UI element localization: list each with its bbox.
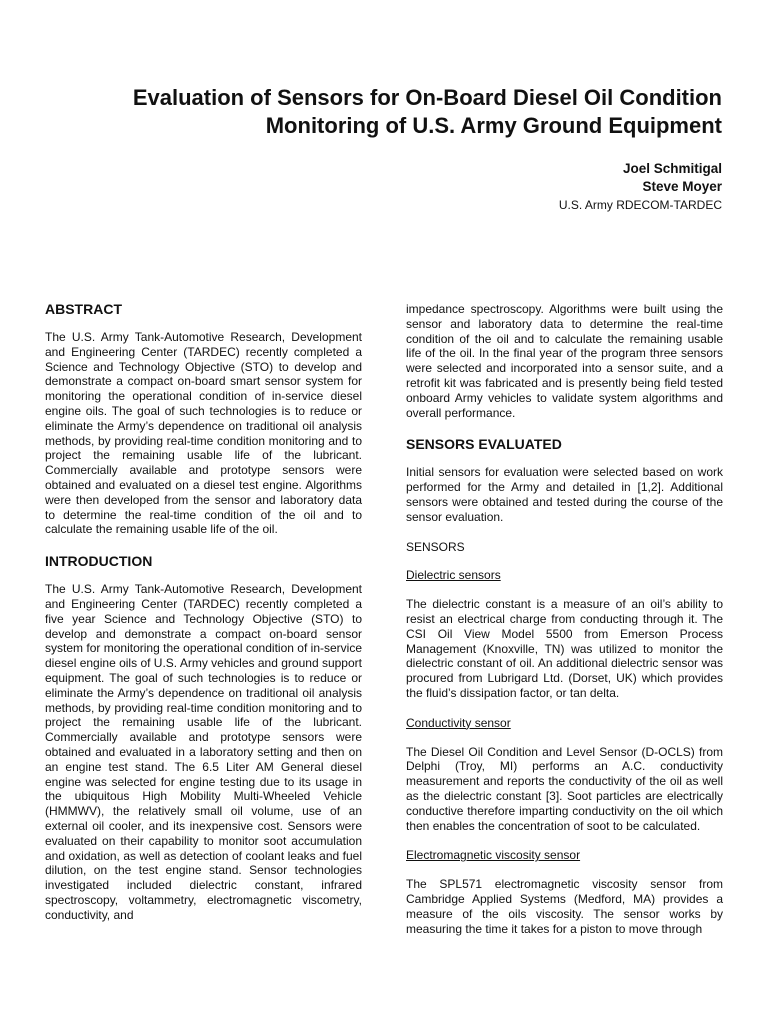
conductivity-paragraph: The Diesel Oil Condition and Level Sensor (D-OCLS) from Delphi (Troy, MI) performs an A.C. conductivity measurement and reports the conductivity of the oil as well as the dielectric constant [3]. Soot particles are electrically conductive therefore imparting conductivity on the oil which then enables the concentration of soot to be calculated. (406, 744, 723, 833)
sensors-label: SENSORS (406, 539, 465, 554)
dielectric-paragraph: The dielectric constant is a measure of an oil’s ability to resist an electrical charge from conducting through it. The CSI Oil View Model 5500 from Emerson Process Management (Knoxville, TN) was utilized to monitor the dielectric constant of oil. An additional dielectric sensor was procured from Lubrigard Ltd. (Dorset, UK) which provides the fluid’s dissipation factor, or tan delta. (406, 597, 723, 700)
right-column (406, 302, 723, 951)
introduction-paragraph: The U.S. Army Tank-Automotive Research, Development and Engineering Center (TARDEC) recently completed a five year Science and Technology Objective (STO) to develop and demonstrate a compact on-board sensor system for monitoring the operational condition of in-service diesel engine oils of U.S. Army vehicles and ground support equipment. The goal of such technologies is to reduce or eliminate the Army’s dependence on traditional oil analysis methods, by providing real-time condition monitoring and to project the remaining usable life of the lubricant. Commercially available and prototype sensors were obtained and evaluated in a laboratory setting and then on an engine test stand. The 6.5 Liter AM General diesel engine was selected for engine testing due to its usage in the ubiquitous High Mobility Multi-Wheeled Vehicle (HMMWV), the relatively small oil volume, use of an external oil cooler, and its inexpensive cost. Sensors were evaluated on their capability to monitor soot accumulation and oxidation, as well as detection of coolant leaks and fuel dilution, on the test engine stand. Sensor technologies investigated included dielectric constant, infrared spectroscopy, voltammetry, electromagnetic viscometry, conductivity, and (45, 582, 362, 922)
paper-title: Evaluation of Sensors for On-Board Diesel Oil Condition Monitoring of U.S. Army Ground Equipment (132, 85, 722, 138)
abstract-paragraph: The U.S. Army Tank-Automotive Research, Development and Engineering Center (TARDEC) recently completed a Science and Technology Objective (STO) to develop and demonstrate a compact on-board smart sensor system for monitoring the operational condition of in-service diesel engine oils. The goal of such technologies is to reduce or eliminate the Army’s dependence on traditional oil analysis methods, by providing real-time condition monitoring and to project the remaining usable life of the lubricant. Commercially available and prototype sensors were obtained and evaluated on a diesel test engine. Algorithms were then developed from the sensor and laboratory data to determine the real-time condition of the oil and to calculate the remaining usable life of the oil. (45, 330, 362, 537)
sensors-evaluated-paragraph: Initial sensors for evaluation were selected based on work performed for the Army and detailed in [1,2]. Additional sensors were obtained and tested during the course of the sensor evaluation. (406, 465, 723, 524)
dielectric-sensors-heading: Dielectric sensors (406, 568, 501, 583)
continued-paragraph: impedance spectroscopy. Algorithms were built using the sensor and laboratory data to determine the real-time condition of the oil and to calculate the remaining usable life of the oil. In the final year of the program three sensors were selected and incorporated into a sensor suite, and a retrofit kit was fabricated and is presently being field tested onboard Army vehicles to validate system algorithms and overall performance. (406, 302, 723, 420)
author-block (559, 160, 722, 214)
affiliation: U.S. Army RDECOM-TARDEC (558, 198, 722, 212)
author-name: Steve Moyer (642, 179, 722, 194)
conductivity-sensor-heading: Conductivity sensor (406, 715, 511, 730)
viscosity-paragraph: The SPL571 electromagnetic viscosity sensor from Cambridge Applied Systems (Medford, MA) provides a measure of the oils viscosity. The sensor works by measuring the time it takes for a piston to move through (406, 877, 723, 936)
introduction-heading: INTRODUCTION (45, 553, 153, 570)
sensors-evaluated-heading: SENSORS EVALUATED (406, 436, 562, 453)
author-name: Joel Schmitigal (622, 161, 722, 176)
viscosity-sensor-heading: Electromagnetic viscosity sensor (406, 848, 581, 863)
left-column (45, 300, 362, 937)
abstract-heading: ABSTRACT (45, 301, 122, 317)
